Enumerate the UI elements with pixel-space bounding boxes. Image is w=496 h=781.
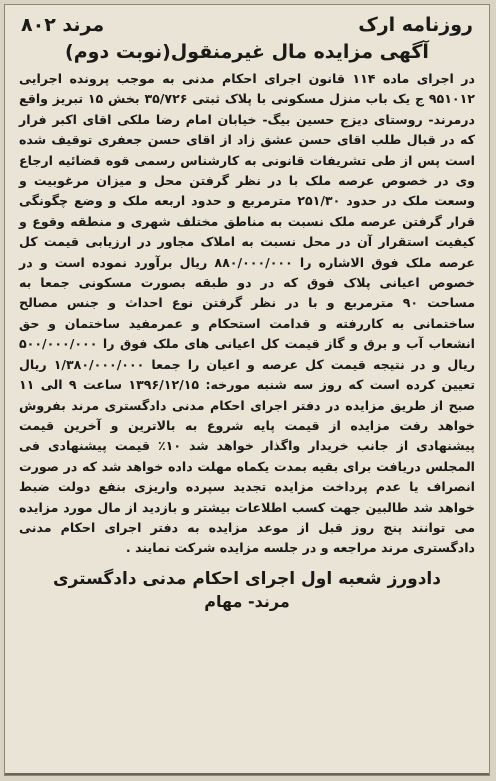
sub-signature: مرند- مهام xyxy=(204,591,290,611)
bottom-rule xyxy=(5,773,489,775)
signature: دادورز شعبه اول اجرای احکام مدنی دادگستری xyxy=(53,568,441,589)
header xyxy=(21,13,473,37)
newspaper-name: روزنامه ارک xyxy=(358,14,473,36)
newspaper-clipping xyxy=(4,4,490,776)
issue-number: مرند ۸۰۲ xyxy=(21,14,105,36)
notice-paragraph: در اجرای ماده ۱۱۴ قانون اجرای احکام مدنی به موجب پرونده اجرایی ۹۵۱۰۱۲ ج یک باب منزل مسکونی با پلاک ثبتی ۳۵/۷۲۶ بخش ۱۵ تبریز واقع درمرند- روستای دیزج حسین بیگ- خیابان امام رضا ملکی اقای اکبر فرار که در قبال طلب اقای حسن عشق زاد از اقای حسن جعفری توقیف شده است پس از طی تشریفات قانونی به کارشناس رسمی قوه قضائیه ارجاع وی در خصوص عرصه ملک با در نظر گرفتن محل و میزان مرغوبیت و وسعت ملک در حدود ۲۵۱/۳۰ مترمربع و حدود اربعه ملک و وضع چگونگی قرار گرفتن عرصه ملک نسبت به مناطق مختلف شهری و منطقه وقوع و کیفیت استقرار آن در محل نسبت به املاک مجاور در ارزیابی قیمت کل عرصه ملک فوق الاشاره را ۸۸۰/۰۰۰/۰۰۰ ریال برآورد نموده است و در خصوص اعیانی پلاک فوق که در دو طبقه بصورت مسکونی جمعا به مساحت ۹۰ مترمربع و با در نظر گرفتن نوع احداث و جنس مصالح ساختمانی به کاررفته و قدامت استحکام و عمرمفید ساختمان و حق انشعاب آب و برق و گاز قیمت کل اعیانی های ملک فوق را ۵۰۰/۰۰۰/۰۰۰ ریال و در نتیجه قیمت کل عرصه و اعیان را جمعا ۱/۳۸۰/۰۰۰/۰۰۰ ریال تعیین کرده است که روز سه شنبه مورخه: ۱۳۹۶/۱۲/۱۵ ساعت ۹ الی ۱۱ صبح از طریق مزایده در دفتر اجرای احکام مدنی دادگستری مرند بفروش خواهد رفت مزایده از قیمت پایه شروع به بالاترین و آخرین قیمت پیشنهادی از جانب خریدار واگذار خواهد شد ۱۰٪ قیمت پیشنهادی فی المجلس دریافت برای بقیه بمدت یکماه مهلت داده خواهد شد که در صورت انصراف یا عدم پرداخت مزایده تجدید سپرده واریزی بنفع دولت ضبط خواهد شد طالبین جهت کسب اطلاعات بیشتر و بازدید از مال مورد مزایده می توانند پنج روز قبل از موعد مزایده به دفتر اجرای احکام مدنی دادگستری مرند مراجعه و در جلسه مزایده شرکت نمایند . xyxy=(19,71,475,556)
notice-body xyxy=(19,69,475,559)
notice-title: آگهی مزایده مال غیرمنقول(نوبت دوم) xyxy=(65,41,429,63)
